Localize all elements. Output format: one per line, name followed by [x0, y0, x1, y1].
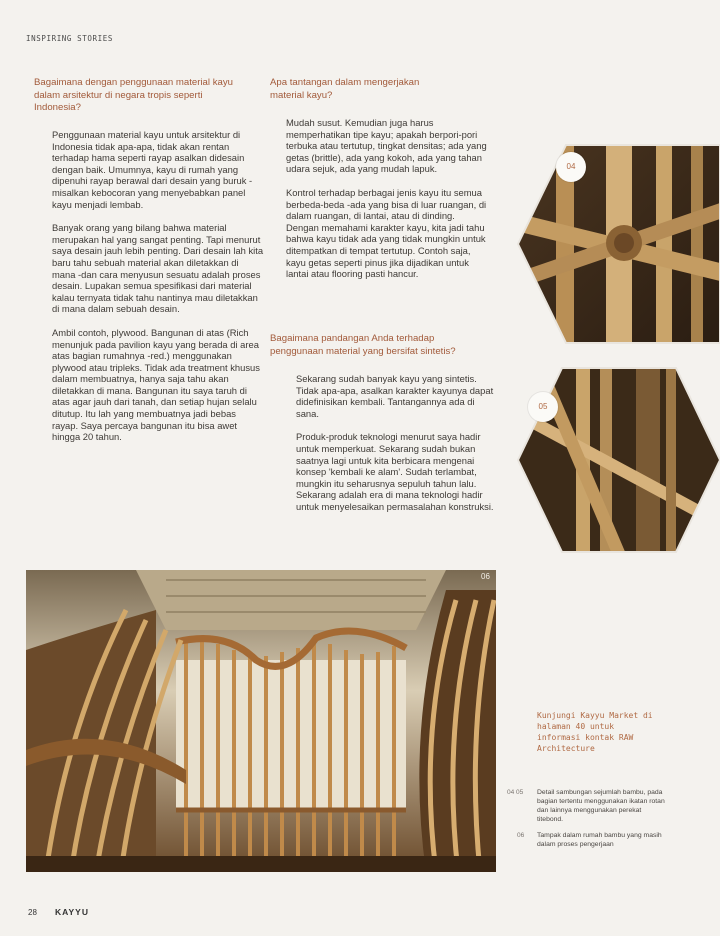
caption-number-06: 06 [517, 832, 525, 839]
question-2: Apa tantangan dalam mengerjakan material kayu? [270, 77, 420, 101]
paragraph: Produk-produk teknologi menurut saya hadir untuk memperkuat. Sekarang sudah bukan saatnya lagi untuk kita berbicara mengenai konsep 'kembali ke alam'. Sudah terlambat, mungkin itu seharusnya sepuluh tahun lalu. Sekarang adalah era di mana teknologi hadir untuk menyelesaikan permasalahan konstruksi. [296, 431, 494, 512]
photo-number-badge-05: 05 [528, 392, 558, 422]
photo-number-06: 06 [481, 572, 490, 581]
page-number: 28 [28, 908, 37, 917]
question-3: Bagaimana pandangan Anda terhadap penggunaan material yang bersifat sintetis? [270, 333, 456, 357]
brand-logo: KAYYU [55, 907, 89, 917]
caption-number-04-05: 04 05 [507, 789, 524, 796]
photo-04-bamboo-joint [516, 143, 720, 345]
paragraph: Mudah susut. Kemudian juga harus memperhatikan tipe kayu; apakah berpori-pori terbuka atau tertutup, tingkat densitas; ada yang getas (brittle), ada yang kokoh, ada yang tahan udara sejuk, ada yang mudah lapuk. [286, 117, 487, 175]
answer-3 [296, 373, 494, 525]
paragraph: Sekarang sudah banyak kayu yang sintetis. Tidak apa-apa, asalkan karakter kayunya dapat didefinisikan kembali. Tantangannya ada di sana. [296, 373, 494, 419]
question-1: Bagaimana dengan penggunaan material kayu dalam arsitektur di negara tropis seperti Indonesia? [34, 77, 233, 114]
section-label: INSPIRING STORIES [26, 34, 113, 43]
photo-06-bamboo-house-interior [26, 570, 496, 872]
answer-1 [52, 129, 264, 455]
paragraph: Ambil contoh, plywood. Bangunan di atas (Rich menunjuk pada pavilion kayu yang berada di area atas bagian rumahnya -red.) menggunakan plywood atau tripleks. Tidak ada treatment khusus dalam membuatnya, hanya saja tahu akan diletakkan di mana. Bangunan itu saya taruh di atas agar jauh dari tanah, dan setiap hujan selalu ditutup. Itu lah yang membuatnya jadi bebas rayap. Saya percaya bangunan itu bisa awet hingga 20 tahun. [52, 326, 260, 443]
paragraph: Penggunaan material kayu untuk arsitektur di Indonesia tidak apa-apa, tidak akan rentan terhadap hama seperti rayap asalkan didesain dengan baik. Umumnya, kayu di rumah yang dipenuhi rayap berawal dari desain yang buruk -misalkan kebocoran yang menyebabkan panel kayu menjadi lembab. [52, 129, 253, 210]
caption-text-06: Tampak dalam rumah bambu yang masih dalam proses pengerjaan [537, 832, 662, 848]
kayyu-market-promo: Kunjungi Kayyu Market di halaman 40 untuk informasi kontak RAW Architecture [537, 711, 653, 753]
paragraph: Banyak orang yang bilang bahwa material merupakan hal yang sangat penting. Tapi menurut saya desain jauh lebih penting. Dari desain lah kita baru tahu sebuah material akan diletakkan di mana -dan cara menyusun sesuatu adalah proses desain. Lupakan semua spesifikasi dari material kalau ternyata tidak tahu nantinya mau diletakkan di mana dalam sebuah desain. [52, 222, 264, 315]
photo-number-badge-04: 04 [556, 152, 586, 182]
caption-text-04-05: Detail sambungan sejumlah bambu, pada bagian tertentu menggunakan ikatan rotan dan lainnya menggunakan perekat titebond. [537, 789, 665, 823]
paragraph: Kontrol terhadap berbagai jenis kayu itu semua berbeda-beda -ada yang bisa di luar ruangan, di dalam ruangan, di lantai, atau di dinding. Dengan memahami karakter kayu, kita jadi tahu bahwa kayu tidak ada yang tidak mungkin untuk ditempatkan di tempat tertutup. Contoh saja, kayu getas seperti pinus jika dijadikan untuk lantai atau flooring pasti hancur. [286, 186, 487, 280]
answer-2 [286, 117, 490, 292]
